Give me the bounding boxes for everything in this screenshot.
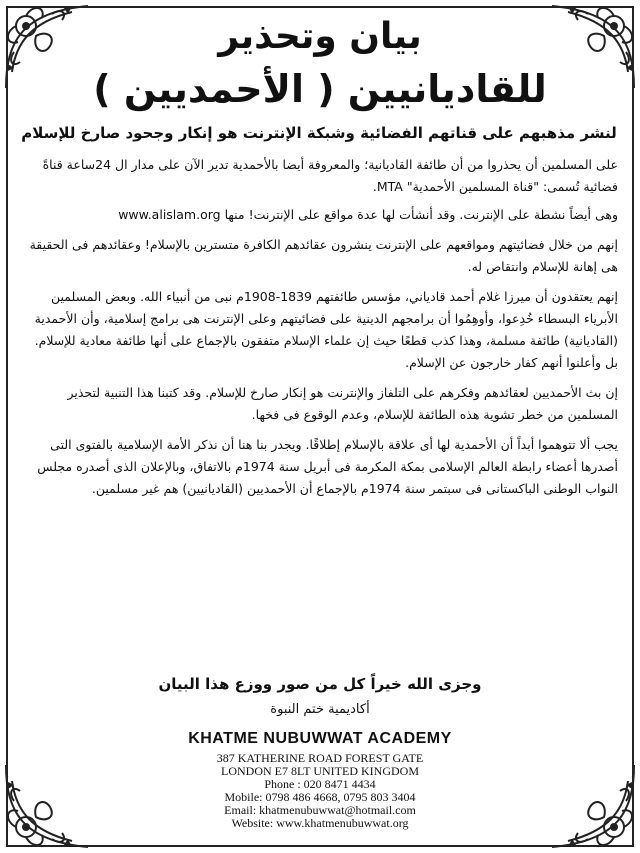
- academy-name-arabic: أكاديمية ختم النبوة: [270, 702, 370, 717]
- closing-line: وجزى الله خيراً كل من صور ووزع هذا البيان: [158, 675, 482, 693]
- page-title: بيان وتحذير: [218, 16, 422, 57]
- address-line-1: 387 KATHERINE ROAD FOREST GATE: [216, 751, 424, 765]
- paragraph-2: وهى أيضاً نشطة على الإنترنت. وقد أنشأت لها عدة مواقع على الإنترنت! منها www.alislam.org: [118, 207, 618, 222]
- contact-block: [0, 752, 640, 830]
- mobile-line: Mobile: 0798 486 4668, 0795 803 3404: [224, 790, 416, 804]
- paragraph-5: إن بث الأحمديين لعقائدهم وفكرهم على التلفاز والإنترنت هو إنكار صارخ للإسلام. وقد كتبنا هذا التنبية لتحذير المسلمين من خطر تشوية هذه الطائفة للإسلام، وعدم الوقوع فى فخها.: [67, 385, 618, 422]
- paragraph-3: إنهم من خلال فضائيتهم ومواقعهم على الإنترنت ينشرون عقائدهم الكافرة متسترين بالإسلام! وعقائدهم فى الحقيقة هى إهانة للإسلام وانتقاص له.: [29, 237, 618, 274]
- organization-name: KHATME NUBUWWAT ACADEMY: [188, 730, 452, 747]
- address-line-2: LONDON E7 8LT UNITED KINGDOM: [221, 764, 419, 778]
- lead-line: لنشر مذهبهم على قناتهم الفضائية وشبكة الإنترنت هو إنكار وجحود صارخ للإسلام: [21, 124, 617, 142]
- website-line: Website: www.khatmenubuwwat.org: [231, 816, 409, 830]
- statement-body: [20, 118, 618, 500]
- phone-line: Phone : 020 8471 4434: [264, 777, 376, 791]
- page-subtitle: للقاديانيين ( الأحمديين ): [93, 67, 547, 111]
- paragraph-1: على المسلمين أن يحذروا من أن طائفة القاديانية؛ والمعروفة أيضا بالأحمدية تدير الآن على مدار ال 24ساعة قناةً فضائية تُسمى: "قناة المسلمين الأحمدية" MTA.: [42, 157, 618, 194]
- paragraph-6: يجب ألا تتوهموا أبداً أن الأحمدية لها أى علاقة بالإسلام إطلاقًا. ويجدر بنا هنا أن نذكر الأمة الإسلامية بالفتوى التى أصدرها أعضاء رابطة العالم الإسلامى بمكة المكرمة فى أبريل سنة 1974م بالاتفاق، وبالإعلان الذى أصدره مجلس النواب الوطنى الباكستانى فى سبتمر سنة 1974م بالإجماع أن الأحمديين (القاديانيين) هم غير مسلمين.: [37, 437, 618, 496]
- email-line: Email: khatmenubuwwat@hotmail.com: [224, 803, 416, 817]
- paragraph-4: إنهم يعتقدون أن ميرزا غلام أحمد قادياني، مؤسس طائفتهم 1839-1908م نبى من أنبياء الله. وبعض المسلمين الأبرياء البسطاء خُدِعوا، وأوهِمُوا أن برامجهم الدينية على فضائيتهم وعلى الإنترنت هى برامج إسلامية، وأن الأحمدية (القاديانية) طائفة مسلمة، وهذا كذب قطعًا حيث إن علماء الإسلام متفقون بالإجماع على أنها طائفة معادية للإسلام. بل وأعلنوا أنهم كفار خارجون عن الإسلام.: [34, 289, 618, 370]
